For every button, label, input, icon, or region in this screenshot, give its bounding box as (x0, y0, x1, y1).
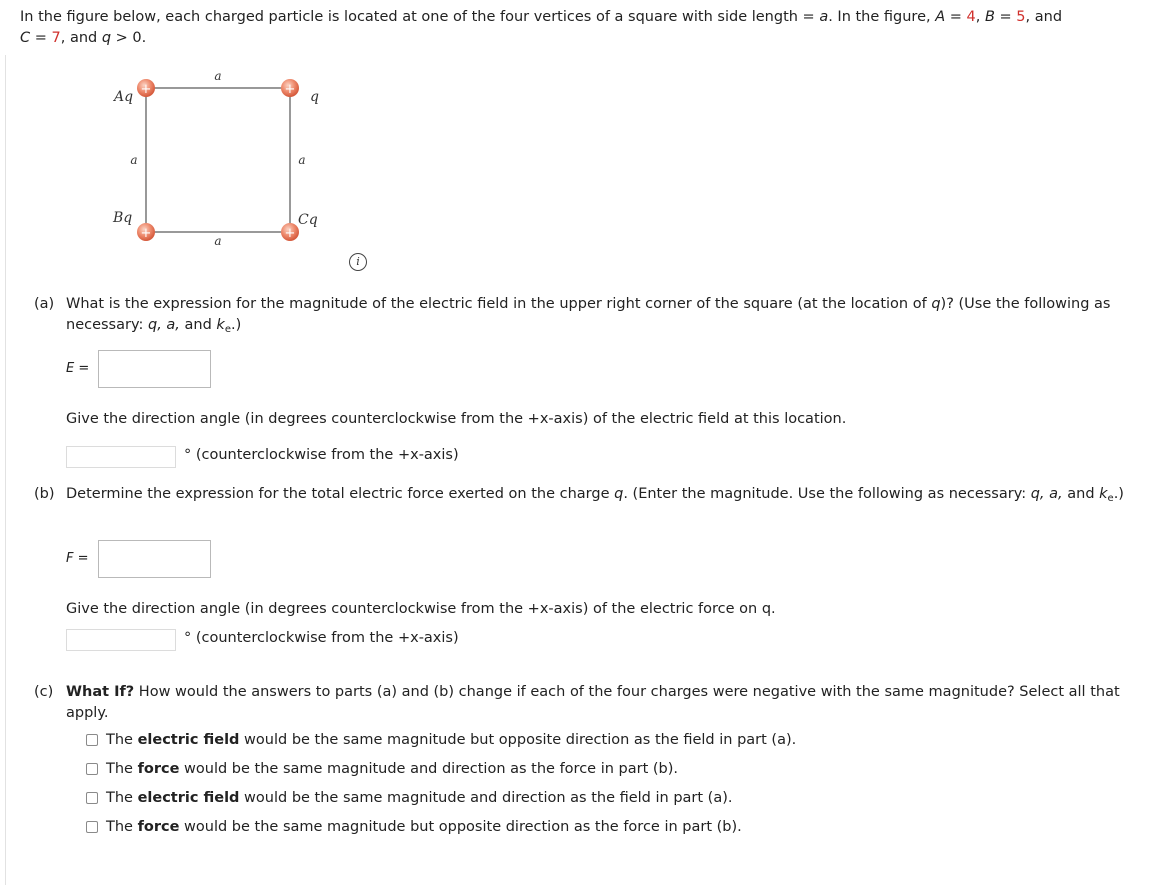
part-b-label: (b) (34, 486, 55, 502)
value-C: 7 (51, 30, 61, 46)
label-Bq: Bq (113, 210, 133, 226)
E-angle-input[interactable] (66, 446, 176, 468)
side-label-left: a (130, 153, 138, 167)
value-B: 5 (1016, 9, 1026, 25)
part-b-question: (b) Determine the expression for the total electric force exerted on the charge q. (Enter the magnitude. Use the following as necessary: q, a, and $k_e$.) (34, 486, 1124, 504)
option-checkbox[interactable] (86, 763, 98, 775)
F-angle-input[interactable] (66, 629, 176, 651)
charge-square-figure (100, 60, 360, 260)
F-angle-unit: ° (counterclockwise from the +x-axis) (184, 630, 459, 646)
square-outline (146, 88, 290, 232)
part-a-question: (a) What is the expression for the magnitude of the electric field in the upper right corner of the square (at the location of q)? (Use the following as necessary: q, a, and $k_e$.) (34, 296, 1111, 335)
E-angle-unit: ° (counterclockwise from the +x-axis) (184, 447, 459, 463)
part-a-direction-prompt: Give the direction angle (in degrees counterclockwise from the +x-axis) of the electric field at this location. (66, 411, 847, 427)
info-icon[interactable]: i (349, 253, 367, 271)
problem-intro: In the figure below, each charged particle is located at one of the four vertices of a square with side length = a. In the figure, A = 4, B = 5, and C = 7, and q > 0. (20, 9, 1063, 46)
charge-top-left (137, 79, 155, 97)
option-checkbox[interactable] (86, 821, 98, 833)
F-answer-input[interactable] (98, 540, 211, 578)
E-answer-input[interactable] (98, 350, 211, 388)
option-checkbox[interactable] (86, 734, 98, 746)
E-label: E = (66, 361, 90, 376)
label-Aq: Aq (114, 89, 134, 105)
part-a-label: (a) (34, 296, 55, 312)
part-b-direction-prompt: Give the direction angle (in degrees counterclockwise from the +x-axis) of the electric force on q. (66, 601, 776, 617)
side-label-right: a (298, 153, 306, 167)
part-c-label: (c) (34, 684, 54, 700)
charge-bottom-left (137, 223, 155, 241)
charge-top-right (281, 79, 299, 97)
label-q: q (310, 89, 319, 105)
side-label-top: a (214, 69, 222, 83)
F-label: F = (66, 551, 89, 566)
svg-text:+: + (140, 226, 152, 241)
svg-text:+: + (140, 82, 152, 97)
label-Cq: Cq (298, 212, 318, 228)
svg-text:+: + (284, 82, 296, 97)
option-checkbox[interactable] (86, 792, 98, 804)
left-border (5, 55, 6, 885)
svg-text:+: + (284, 226, 296, 241)
value-A: 4 (966, 9, 976, 25)
part-c-question: (c) What If? How would the answers to parts (a) and (b) change if each of the four charges were negative with the same magnitude? Select all that apply. (34, 684, 1120, 721)
charge-bottom-right (281, 223, 299, 241)
side-label-bottom: a (214, 234, 222, 248)
